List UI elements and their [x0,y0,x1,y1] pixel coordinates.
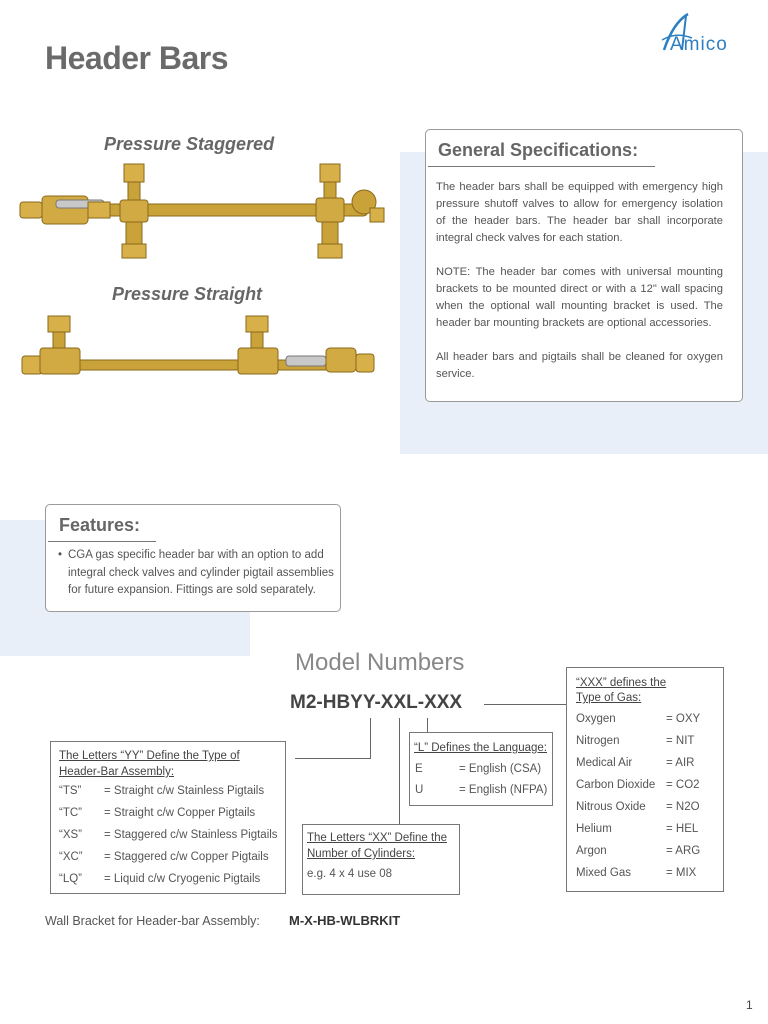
wall-bracket-code: M-X-HB-WLBRKIT [289,913,401,928]
gas-code: = MIX [666,867,697,879]
model-number-code: M2-HBYY-XXL-XXX [290,692,463,713]
l-desc: = English (NFPA) [459,784,548,796]
gas-name: Nitrogen [576,735,620,747]
gas-code: = OXY [666,713,701,725]
gas-code: = NIT [666,735,695,747]
yy-desc: = Staggered c/w Stainless Pigtails [104,829,278,841]
yy-desc: = Straight c/w Copper Pigtails [104,807,256,819]
yy-desc: = Straight c/w Stainless Pigtails [104,785,265,797]
straight-label: Pressure Straight [112,284,263,304]
yy-title-line-2: Header-Bar Assembly: [59,766,175,778]
l-desc: = English (CSA) [459,763,542,775]
gas-name: Helium [576,823,612,835]
logo-text: Amico [670,34,728,55]
xx-definition-box [302,824,460,895]
connector-line [399,718,400,824]
wall-bracket-label: Wall Bracket for Header-bar Assembly: [45,914,260,928]
xxx-title-line-2: Type of Gas: [576,692,642,704]
staggered-header-bar-image [18,160,390,264]
gas-name: Oxygen [576,713,616,725]
gas-name: Argon [576,845,607,857]
connector-line [370,718,371,758]
gas-name: Carbon Dioxide [576,779,656,791]
general-paragraph-3: All header bars and pigtails shall be cleaned for oxygen service. [436,351,723,380]
features-box [45,504,341,612]
straight-header-bar-image [20,312,380,384]
general-specifications-title: General Specifications: [438,140,639,160]
connector-line [484,704,566,705]
l-code: U [415,784,424,796]
features-item: CGA gas specific header bar with an option to add integral check valves and cylinder pigtail assemblies for future expansion. Fittings are sold separately. [68,549,334,596]
connector-line [295,758,371,759]
amico-logo [652,12,742,62]
xxx-row [576,757,695,769]
features-title: Features: [59,515,141,535]
l-definition-box [409,732,553,806]
l-row [415,763,542,775]
staggered-label: Pressure Staggered [104,134,275,154]
xx-title-line-1: The Letters “XX” Define the [307,832,447,844]
gas-code: = N2O [666,801,700,813]
xxx-row [576,801,700,813]
gas-code: = CO2 [666,779,700,791]
page-number: 1 [746,998,753,1012]
page-title: Header Bars [45,40,229,76]
general-paragraph-1: The header bars shall be equipped with emergency high pressure shutoff valves to allow for emergency isolation of the header bars. The header bar shall incorporate integral check valves for each station. [436,181,723,244]
yy-definition-box [50,741,286,894]
yy-code: “XC” [59,851,83,863]
model-numbers-heading: Model Numbers [295,649,465,676]
xxx-row [576,735,695,747]
connector-line [427,718,428,732]
l-title: “L” Defines the Language: [414,742,547,754]
yy-row [59,851,269,863]
gas-name: Medical Air [576,757,633,769]
yy-code: “XS” [59,829,82,841]
features-underline [48,541,156,542]
gas-code: = HEL [666,823,699,835]
yy-row [59,807,256,819]
yy-title-line-1: The Letters “YY” Define the Type of [59,750,240,762]
yy-row [59,829,278,841]
xxx-row [576,823,699,835]
yy-row [59,873,261,885]
l-code: E [415,763,423,775]
features-bullet: • CGA gas specific header bar with an option to add integral check valves and cylinder pigtail assemblies for future expansion. Fittings are sold separately. [58,547,340,600]
yy-desc: = Liquid c/w Cryogenic Pigtails [104,873,261,885]
l-row [415,784,548,796]
gas-name: Nitrous Oxide [576,801,646,813]
yy-code: “TS” [59,785,82,797]
yy-code: “LQ” [59,873,82,885]
general-specifications-box [425,129,743,402]
xxx-row [576,779,700,791]
xxx-row [576,713,701,725]
yy-row [59,785,265,797]
general-paragraph-2: NOTE: The header bar comes with universal mounting brackets to be mounted direct or with a 12" wall spacing when the optional wall mounting bracket is used. The header bar mounting brackets are optional accessories. [436,266,723,329]
xxx-row [576,845,701,857]
xx-example: e.g. 4 x 4 use 08 [307,868,393,880]
yy-code: “TC” [59,807,82,819]
gas-code: = AIR [666,757,695,769]
title-underline [428,166,655,167]
gas-name: Mixed Gas [576,867,631,879]
xx-title-line-2: Number of Cylinders: [307,848,416,860]
yy-desc: = Staggered c/w Copper Pigtails [104,851,269,863]
xxx-row [576,867,697,879]
xxx-title-line-1: “XXX” defines the [576,677,667,689]
xxx-definition-box [566,667,724,892]
gas-code: = ARG [666,845,701,857]
